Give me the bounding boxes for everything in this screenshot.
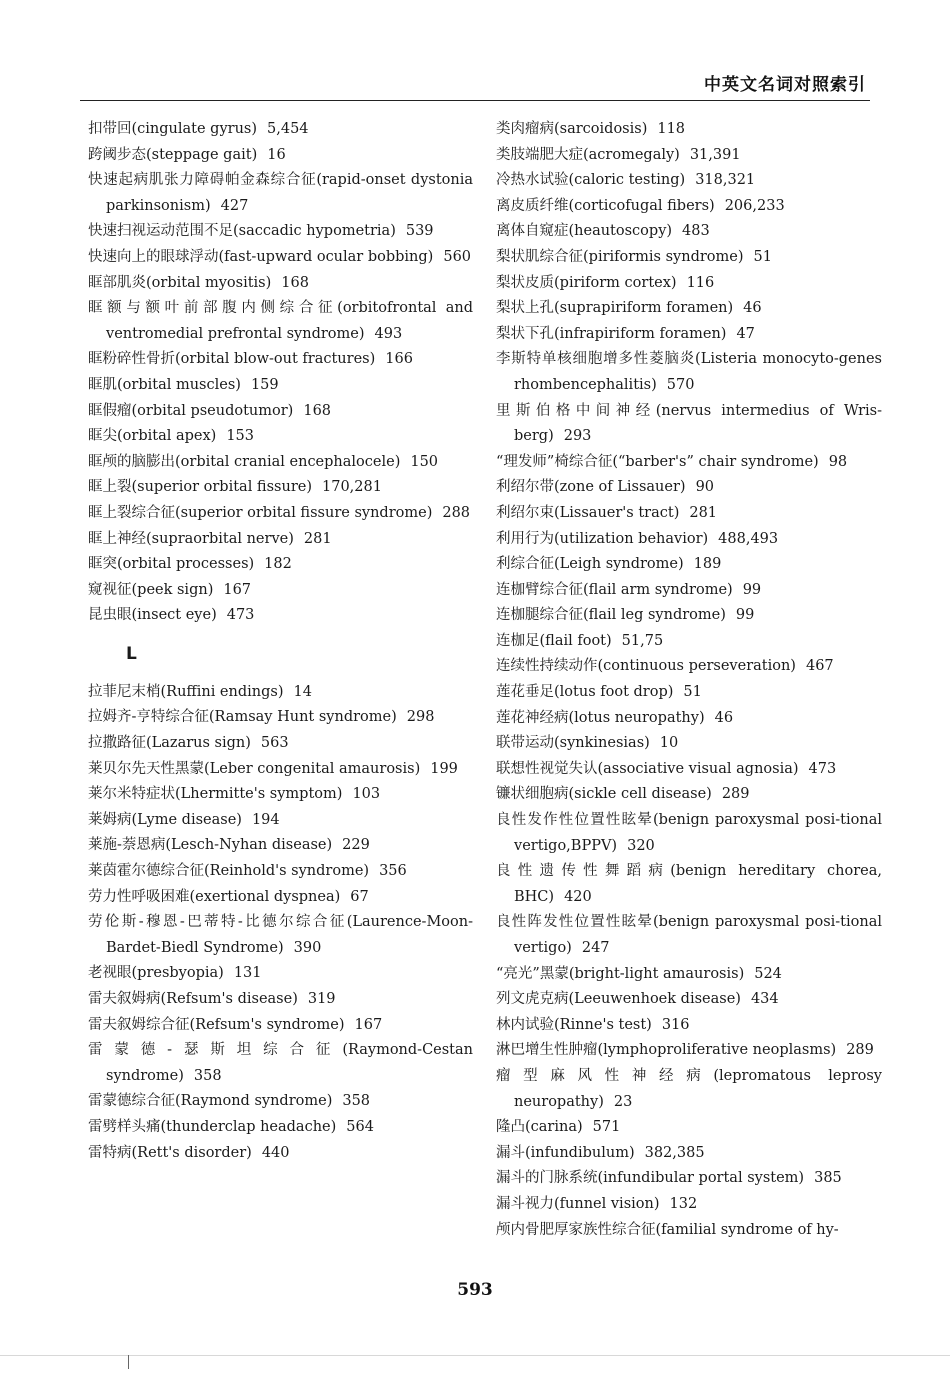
index-group-l (88, 680, 473, 1166)
entry-term: 梨状皮质(piriform cortex) (496, 274, 677, 291)
index-group-right (496, 117, 882, 1243)
entry-pages: 153 (226, 428, 254, 445)
entry-term: 镰状细胞病(sickle cell disease) (496, 786, 712, 803)
entry-pages: 281 (689, 504, 718, 521)
index-entry (496, 168, 882, 194)
page-number: 593 (457, 1280, 493, 1300)
entry-pages: 570 (666, 376, 695, 393)
entry-pages: 47 (736, 325, 755, 342)
entry-term: 连枷臂综合征(flail arm syndrome) (496, 581, 733, 598)
index-entry (88, 1089, 473, 1115)
entry-term: 联想性视觉失认(associative visual agnosia) (496, 760, 799, 777)
header-divider (80, 100, 870, 101)
entry-pages: 571 (592, 1119, 621, 1136)
entry-pages: 118 (657, 121, 686, 137)
index-entry (88, 245, 473, 271)
entry-pages: 358 (342, 1093, 371, 1110)
index-entry (496, 1218, 882, 1244)
entry-pages: 131 (233, 965, 262, 982)
index-entry (88, 399, 473, 425)
entry-term: 连枷腿综合征(flail leg syndrome) (496, 607, 726, 624)
index-entry (496, 271, 882, 297)
entry-term: 莲花神经病(lotus neuropathy) (496, 709, 705, 726)
entry-term: 老视眼(presbyopia) (88, 965, 224, 982)
index-entry (88, 833, 473, 859)
index-entry (496, 962, 882, 988)
entry-term: 漏斗(infundibulum) (496, 1144, 635, 1161)
entry-term: 雷蒙德-瑟斯坦综合征(Raymond-Cestan syndrome) (88, 1042, 473, 1084)
entry-pages: 51 (753, 248, 772, 265)
index-entry (496, 1038, 882, 1064)
entry-term: 雷特病(Rett's disorder) (88, 1144, 252, 1161)
entry-term: 眶部肌炎(orbital myositis) (88, 274, 272, 291)
index-entry (496, 1013, 882, 1039)
entry-pages: 23 (613, 1093, 633, 1110)
entry-term: 连续性持续动作(continuous perseveration) (496, 658, 796, 675)
index-entry (88, 705, 473, 731)
index-entry (88, 1141, 473, 1167)
entry-pages: 159 (250, 376, 279, 393)
entry-pages: 385 (814, 1170, 842, 1187)
entry-pages: 51,75 (621, 632, 664, 649)
entry-term: 林内试验(Rinne's test) (496, 1016, 652, 1033)
entry-pages: 293 (563, 428, 592, 445)
entry-term: 列文虎克病(Leeuwenhoek disease) (496, 991, 741, 1008)
index-entry (496, 1064, 882, 1115)
index-entry (496, 117, 882, 143)
section-letter: L (126, 643, 137, 664)
entry-term: 里斯伯格中间神经(nervus intermedius of Wris-berg) (496, 402, 882, 445)
entry-pages: 99 (735, 607, 755, 624)
index-entry (496, 296, 882, 322)
entry-term: 连枷足(flail foot) (496, 632, 612, 649)
index-column-right (496, 117, 882, 1243)
entry-pages: 103 (352, 786, 381, 803)
entry-term: 拉菲尼末梢(Ruffini endings) (88, 683, 284, 700)
entry-pages: 150 (410, 453, 439, 470)
entry-term: 眶颅的脑膨出(orbital cranial encephalocele) (88, 453, 401, 470)
index-entry (496, 680, 882, 706)
bottom-tick-mark (128, 1355, 129, 1369)
index-entry (496, 603, 882, 629)
entry-term: 扣带回(cingulate gyrus) (88, 121, 258, 137)
entry-pages: 167 (223, 581, 252, 598)
index-entry (88, 680, 473, 706)
index-entry (88, 731, 473, 757)
entry-pages: 206,233 (724, 197, 785, 214)
entry-pages: 289 (721, 786, 750, 803)
entry-term: 莱施-萘恩病(Lesch-Nyhan disease) (88, 837, 333, 854)
entry-pages: 166 (385, 351, 413, 368)
index-entry (496, 527, 882, 553)
entry-pages: 247 (581, 940, 610, 956)
entry-term: 眶上裂综合征(superior orbital fissure syndrome) (88, 504, 433, 521)
entry-pages: 318,321 (695, 172, 756, 189)
entry-term: 莱贝尔先天性黑蒙(Leber congenital amaurosis) (88, 760, 421, 777)
entry-pages: 168 (303, 402, 332, 419)
entry-term: 眶假瘤(orbital pseudotumor) (88, 402, 294, 419)
entry-term: 雷夫叙姆综合征(Refsum's syndrome) (88, 1016, 345, 1033)
index-entry (496, 143, 882, 169)
entry-term: 利绍尔束(Lissauer's tract) (496, 504, 680, 521)
entry-term: 颅内骨肥厚家族性综合征(familial syndrome of hy- (496, 1221, 839, 1238)
entry-term: 雷夫叙姆病(Refsum's disease) (88, 991, 298, 1007)
entry-pages: 16 (267, 146, 286, 163)
index-entry (496, 987, 882, 1013)
entry-term: 联带运动(synkinesias) (496, 735, 650, 752)
entry-pages: 167 (354, 1016, 383, 1033)
index-entry (88, 885, 473, 911)
entry-term: 雷蒙德综合征(Raymond syndrome) (88, 1093, 333, 1110)
index-entry (496, 1141, 882, 1167)
entry-term: 利绍尔带(zone of Lissauer) (496, 479, 686, 496)
index-entry (88, 1115, 473, 1141)
entry-term: 良性发作性位置性眩晕(benign paroxysmal posi-tional vertigo,BPPV) (496, 812, 882, 854)
entry-pages: 493 (374, 325, 403, 342)
entry-pages: 320 (627, 837, 655, 854)
index-entry (496, 245, 882, 271)
entry-term: 快速向上的眼球浮动(fast-upward ocular bobbing) (88, 248, 434, 265)
entry-term: 窥视征(peek sign) (88, 581, 214, 598)
running-head-title: 中英文名词对照索引 (704, 75, 866, 95)
entry-pages: 563 (260, 735, 289, 752)
entry-term: “亮光”黑蒙(bright-light amaurosis) (496, 965, 745, 982)
entry-pages: 488,493 (718, 530, 779, 547)
index-entry (496, 578, 882, 604)
entry-pages: 189 (693, 556, 722, 573)
entry-term: 莱尔米特症状(Lhermitte's symptom) (88, 786, 343, 803)
entry-term: 莲花垂足(lotus foot drop) (496, 684, 674, 701)
entry-pages: 420 (564, 888, 592, 905)
entry-term: 眶上神经(supraorbital nerve) (88, 530, 294, 547)
entry-term: 梨状上孔(suprapiriform foramen) (496, 300, 734, 317)
index-entry (496, 1115, 882, 1141)
entry-term: 快速起病肌张力障碍帕金森综合征(rapid-onset dystonia parkinsonism) (88, 172, 473, 214)
entry-pages: 483 (682, 223, 710, 240)
entry-pages: 390 (293, 939, 322, 956)
entry-term: 眶额与额叶前部腹内侧综合征(orbitofrontal and ventromedial prefrontal syndrome) (88, 300, 473, 342)
index-entry (496, 731, 882, 757)
index-entry (88, 117, 473, 143)
index-entry (88, 1013, 473, 1039)
entry-term: 眶粉碎性骨折(orbital blow-out fractures) (88, 351, 376, 368)
entry-pages: 90 (695, 479, 715, 496)
entry-term: 淋巴增生性肿瘤(lymphoproliferative neoplasms) (496, 1042, 837, 1059)
index-entry (496, 629, 882, 655)
entry-pages: 467 (805, 658, 834, 675)
entry-pages: 116 (686, 274, 715, 291)
index-entry (88, 961, 473, 987)
entry-pages: 564 (346, 1118, 374, 1135)
index-entry (496, 808, 882, 859)
index-entry (88, 808, 473, 834)
entry-term: 良性遗传性舞蹈病(benign hereditary chorea, BHC) (496, 863, 882, 905)
entry-pages: 5,454 (267, 121, 309, 137)
entry-term: 眶尖(orbital apex) (88, 428, 217, 445)
entry-pages: 316 (661, 1016, 690, 1033)
entry-term: 眶上裂(superior orbital fissure) (88, 479, 312, 496)
index-entry (496, 782, 882, 808)
index-group-k (88, 117, 473, 629)
entry-term: 利用行为(utilization behavior) (496, 530, 709, 547)
entry-pages: 524 (754, 965, 782, 982)
entry-term: 李斯特单核细胞增多性菱脑炎(Listeria monocyto-genes rhombencephalitis) (496, 351, 882, 393)
index-entry (496, 654, 882, 680)
index-entry (88, 578, 473, 604)
index-entry (88, 296, 473, 347)
index-entry (88, 424, 473, 450)
index-entry (88, 859, 473, 885)
index-entry (496, 194, 882, 220)
index-entry (88, 757, 473, 783)
entry-pages: 10 (659, 735, 679, 752)
entry-pages: 51 (683, 684, 702, 701)
entry-term: 良性阵发性位置性眩晕(benign paroxysmal posi-tional vertigo) (496, 914, 882, 956)
entry-term: 昆虫眼(insect eye) (88, 607, 217, 624)
index-entry (496, 757, 882, 783)
entry-term: 拉撒路征(Lazarus sign) (88, 735, 251, 752)
index-entry (88, 910, 473, 961)
index-entry (496, 552, 882, 578)
entry-pages: 132 (669, 1195, 698, 1212)
index-entry (496, 706, 882, 732)
entry-term: “理发师”椅综合征(“barber's” chair syndrome) (496, 453, 819, 470)
entry-term: 离体自窥症(heautoscopy) (496, 223, 673, 240)
entry-pages: 229 (342, 837, 370, 854)
entry-pages: 298 (406, 709, 435, 726)
entry-term: 隆凸(carina) (496, 1119, 583, 1136)
entry-pages: 46 (714, 709, 734, 726)
entry-term: 莱茵霍尔德综合征(Reinhold's syndrome) (88, 863, 370, 880)
entry-pages: 194 (251, 811, 280, 828)
index-entry (88, 1038, 473, 1089)
entry-pages: 382,385 (644, 1144, 705, 1161)
entry-term: 漏斗视力(funnel vision) (496, 1195, 660, 1212)
entry-pages: 539 (405, 223, 434, 240)
index-entry (88, 527, 473, 553)
entry-term: 梨状肌综合征(piriformis syndrome) (496, 248, 744, 265)
entry-term: 类肢端肥大症(acromegaly) (496, 146, 680, 163)
index-entry (496, 1192, 882, 1218)
entry-pages: 46 (743, 300, 762, 317)
index-entry (88, 219, 473, 245)
entry-term: 眶肌(orbital muscles) (88, 376, 241, 393)
entry-term: 跨阈步态(steppage gait) (88, 146, 258, 163)
entry-term: 漏斗的门脉系统(infundibular portal system) (496, 1170, 805, 1187)
entry-pages: 319 (307, 991, 336, 1007)
entry-pages: 168 (281, 274, 309, 291)
entry-pages: 473 (808, 760, 837, 777)
entry-pages: 427 (220, 197, 249, 214)
entry-pages: 31,391 (689, 146, 741, 163)
entry-term: 拉姆齐-亨特综合征(Ramsay Hunt syndrome) (88, 709, 397, 726)
entry-pages: 170,281 (322, 479, 382, 496)
index-entry (88, 552, 473, 578)
index-entry (88, 782, 473, 808)
index-column-left (88, 117, 473, 1166)
entry-term: 莱姆病(Lyme disease) (88, 811, 242, 828)
entry-pages: 14 (293, 683, 312, 700)
entry-pages: 560 (443, 248, 472, 265)
entry-pages: 473 (226, 607, 255, 624)
index-entry (496, 399, 882, 450)
index-entry (496, 501, 882, 527)
entry-term: 雷劈样头痛(thunderclap headache) (88, 1118, 337, 1135)
entry-term: 利综合征(Leigh syndrome) (496, 556, 684, 573)
index-entry (88, 450, 473, 476)
index-entry (88, 501, 473, 527)
entry-term: 快速扫视运动范围不足(saccadic hypometria) (88, 223, 396, 240)
index-entry (496, 910, 882, 961)
entry-term: 离皮质纤维(corticofugal fibers) (496, 197, 715, 214)
index-entry (88, 271, 473, 297)
entry-term: 劳力性呼吸困难(exertional dyspnea) (88, 888, 341, 905)
entry-pages: 434 (750, 991, 779, 1008)
index-entry (496, 475, 882, 501)
entry-pages: 281 (303, 530, 332, 547)
entry-term: 类肉瘤病(sarcoidosis) (496, 121, 648, 137)
index-entry (88, 475, 473, 501)
entry-term: 劳伦斯-穆恩-巴蒂特-比德尔综合征(Laurence-Moon-Bardet-Biedl Syndrome) (88, 914, 473, 956)
entry-pages: 182 (264, 556, 292, 573)
entry-term: 眶突(orbital processes) (88, 556, 255, 573)
index-entry (88, 603, 473, 629)
entry-pages: 99 (742, 581, 762, 598)
entry-pages: 98 (828, 453, 848, 470)
index-entry (88, 143, 473, 169)
index-entry (88, 168, 473, 219)
index-entry (496, 347, 882, 398)
entry-pages: 358 (193, 1067, 222, 1084)
index-entry (496, 450, 882, 476)
index-entry (496, 859, 882, 910)
entry-pages: 289 (846, 1042, 874, 1059)
entry-term: 梨状下孔(infrapiriform foramen) (496, 325, 727, 342)
bottom-scan-line (0, 1355, 950, 1356)
entry-term: 瘤型麻风性神经病(lepromatous leprosy neuropathy) (496, 1067, 882, 1110)
index-entry (496, 1166, 882, 1192)
index-entry (496, 219, 882, 245)
entry-pages: 67 (350, 888, 369, 905)
entry-pages: 356 (379, 863, 407, 880)
index-entry (88, 987, 473, 1013)
entry-pages: 440 (261, 1144, 290, 1161)
entry-pages: 199 (430, 760, 458, 777)
entry-pages: 288 (442, 504, 471, 521)
index-entry (88, 373, 473, 399)
index-entry (88, 347, 473, 373)
entry-term: 冷热水试验(caloric testing) (496, 172, 686, 189)
index-entry (496, 322, 882, 348)
